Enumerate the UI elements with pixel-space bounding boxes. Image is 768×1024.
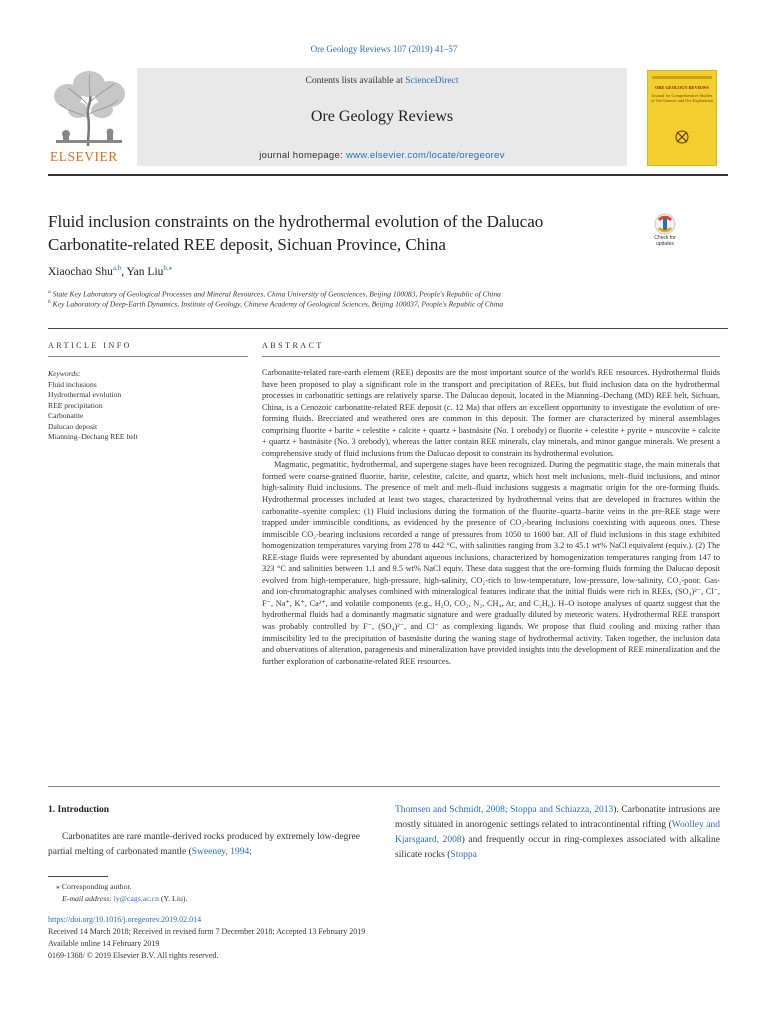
keyword: Dalucao deposit (48, 421, 98, 431)
intro-paragraph (395, 803, 720, 863)
check-for-updates-badge[interactable] (645, 212, 685, 256)
doi-link[interactable]: https://doi.org/10.1016/j.oregeorev.2019.02.014 (48, 915, 202, 924)
author-affiliation-marker[interactable]: b,⁎ (163, 264, 173, 272)
cover-title: ORE GEOLOGY REVIEWS (655, 85, 709, 90)
header-divider (48, 328, 728, 329)
abstract-heading: ABSTRACT (262, 341, 324, 350)
affiliation-marker: a (48, 289, 51, 295)
abstract-divider (262, 356, 720, 357)
article-title-line-1: Fluid inclusion constraints on the hydrothermal evolution of the Dalucao (48, 212, 544, 231)
available-online: Available online 14 February 2019 (48, 939, 160, 948)
article-title (48, 210, 628, 256)
introduction-heading: 1. Introduction (48, 805, 110, 815)
footnote-divider (48, 876, 108, 877)
homepage-link[interactable]: www.elsevier.com/locate/oregeorev (345, 150, 505, 161)
intro-text: ) and frequently occur in ring-complexes associated with alkaline silicate rocks ( (395, 835, 720, 860)
cover-subtitle: Journal for Comprehensive Studies of Ore Genesis and Ore Exploration (651, 93, 713, 103)
article-info-heading: ARTICLE INFO (48, 341, 132, 350)
affiliation-a (48, 289, 501, 299)
keyword: Carbonatite (48, 411, 84, 420)
publisher-wordmark: ELSEVIER (50, 149, 118, 164)
journal-cover-thumbnail[interactable] (647, 70, 717, 166)
intro-right-column (395, 803, 720, 863)
publication-info (48, 914, 365, 962)
contents-line (137, 76, 627, 86)
keyword: Mianning–Dechang REE belt (48, 432, 138, 441)
intro-text: Carbonatites are rare mantle-derived rocks produced by extremely low-degree partial melting of carbonated mantle ( (48, 832, 360, 857)
affiliation-marker: b (48, 299, 51, 305)
article-title-line-2: Carbonatite-related REE deposit, Sichuan Province, China (48, 235, 446, 254)
footnote-marker: ⁎ (56, 882, 60, 891)
citation-link[interactable]: Woolley and Kjarsgaard, 2008 (395, 820, 721, 845)
email-footnote (62, 894, 187, 903)
received-dates: Received 14 March 2018; Received in revised form 7 December 2018; Accepted 13 February 2019 (48, 927, 366, 936)
copyright-line: 0169-1368/ © 2019 Elsevier B.V. All rights reserved. (48, 951, 219, 960)
email-label: E-mail address: (62, 894, 112, 903)
footnote-text: Corresponding author. (61, 882, 132, 891)
citation-link[interactable]: Stoppa (450, 850, 477, 860)
author-affiliation-marker[interactable]: a,b (112, 264, 122, 272)
keywords-block (48, 369, 248, 443)
citation-link[interactable]: Sweeney, 1994; (191, 847, 252, 857)
homepage-line (137, 150, 627, 161)
abstract-paragraph: Magmatic, pegmatitic, hydrothermal, and supergene stages have been recognized. During the pegmatitic stage, the main minerals that formed were coarse-grained fluorite, barite, celestite, calcite, and quartz, which host melt inclusions, melt–fluid inclusions, and minor high-salinity fluid inclusions. The presence of melt and melt–fluid inclusions suggests a magmatic origin for the ore-forming fluids. Hydrothermal processes included at least two stages, characterized by hydrothermal veins that are developed in fractures within the carbonatite–syenite complex: (1) Fluid inclusions during the formation of the fluorite–quartz–barite veins in the pre-REE stage were trapped under immiscible conditions, as evidenced by the presence of CO₂-bearing inclusions coexisting with aqueous ones. These immiscible CO₂-bearing inclusions recorded a range of pressures from 1050 to 1600 bar. All of fluid inclusions in this stage exhibited homogenization temperatures varying from 278 to 442 °C, with salinities ranging from 3.2 to 45.1 wt% NaCl equivalent (equiv.). (2) The REE-stage fluids were represented by abundant aqueous inclusions, characterized by homogenization temperatures ranging from 147 to 323 °C and salinities between 1.1 and 9.5 wt% NaCl equiv. These data suggest that the ore-forming fluids forming the Dalucao deposit evolved from high-temperature, high-pressure, high-salinity, CO₂-rich to low-temperature, low-pressure, low-salinity, CO₂-poor. Gas- and ion-chromatographic analyses combined with mineralogical features indicate that the initial fluids were rich in REEs, (SO₄)²⁻, Cl⁻, F⁻, Na⁺, K⁺, Ca²⁺, and volatile components (e.g., H₂O, CO₂, N₂, CH₄, Ar, and C₂H₆). H–O isotope analyses of quartz suggest that the hydrothermal fluids had a dominantly magmatic signature and were gradually diluted by meteoric waters. Hydrothermal REE transport was probably controlled by F⁻, (SO₄)²⁻, and Cl⁻ as complexing ligands. We propose that fluid cooling and mixing rather than immiscibility led to the precipitation of bastnäsite during the waning stage of hydrothermal activity. Taken together, the inclusion data and observations of alteration, paragenesis and mineralization have provided insights into the development of REE mineralization and the further exploration of carbonatite-related REE resources. (262, 460, 720, 666)
author-name: Yan Liu (126, 265, 164, 278)
homepage-prefix: journal homepage: (259, 150, 344, 161)
sciencedirect-link[interactable]: ScienceDirect (405, 76, 459, 86)
email-link[interactable]: ly@cags.ac.cn (113, 894, 159, 903)
masthead-banner (137, 68, 627, 166)
author-separator: , (121, 265, 127, 278)
journal-reference[interactable]: Ore Geology Reviews 107 (2019) 41–57 (310, 44, 458, 54)
cover-emblem-icon (672, 129, 692, 145)
check-updates-label: Check for updates (654, 235, 676, 247)
author-name: Xiaochao Shu (48, 265, 113, 278)
email-suffix: (Y. Liu). (158, 894, 188, 903)
masthead (48, 68, 728, 168)
keyword: Fluid inclusions (48, 379, 97, 389)
affiliation-text: Key Laboratory of Deep-Earth Dynamics, Institute of Geology, Chinese Academy of Geological Sciences, Beijing 100037, People's Republic of China (52, 299, 504, 309)
citation-link[interactable]: Thomsen and Schmidt, 2008; Stoppa and Schiazza, 2013 (395, 805, 614, 815)
intro-paragraph (48, 830, 360, 860)
intro-text: ). Carbonatite intrusions are mostly situated in anorogenic settings related to intracontinental rifting ( (395, 805, 720, 830)
keyword: Hydrothermal evolution (48, 390, 122, 399)
check-updates-icon (645, 212, 685, 236)
contents-prefix: Contents lists available at (305, 76, 403, 86)
keyword: REE precipitation (48, 400, 103, 410)
keywords-label: Keywords: (48, 369, 81, 378)
author-list (48, 264, 172, 278)
abstract-end-divider (48, 786, 720, 787)
affiliation-b (48, 299, 503, 309)
intro-left-column (48, 830, 360, 860)
article-info-divider (48, 356, 248, 357)
corresponding-footnote (56, 882, 132, 891)
affiliation-text: State Key Laboratory of Geological Processes and Mineral Resources, China University of Geosciences, Beijing 100083, People's Republic of China (52, 289, 501, 299)
abstract-paragraph: Carbonatite-related rare-earth element (REE) deposits are the most important source of the world's REE resources. Hydrothermal fluids have been proposed to play a significant role in the transport and precipitation of REEs, but fluid inclusion data on the hydrothermal processes in carbonatitic settings are relatively sparse. The Dalucao deposit, located in the Mianning–Dechang (MD) REE belt, Sichuan, China, is a Cenozoic carbonatite-related REE deposit (c. 12 Ma) that offers an excellent opportunity to investigate the evolution of ore-forming fluids. Brecciated and weathered ores are common in this deposit. The former are characterized by mineral assemblages comprising fluorite + barite + celestite + calcite + quartz + bastnäsite (No. 1 orebody) or fluorite + celestite + pyrite + muscovite + calcite + quartz + bastnäsite (No. 3 orebody), whereas the latter contain REE minerals, clay minerals, and minor gangue minerals. We present a comprehensive study of fluid inclusions from the Dalucao deposit to constrain its hydrothermal evolution. (262, 368, 720, 458)
masthead-divider (48, 174, 728, 176)
cover-top-bar (652, 76, 712, 79)
abstract-body (262, 367, 720, 667)
journal-title: Ore Geology Reviews (310, 108, 454, 125)
